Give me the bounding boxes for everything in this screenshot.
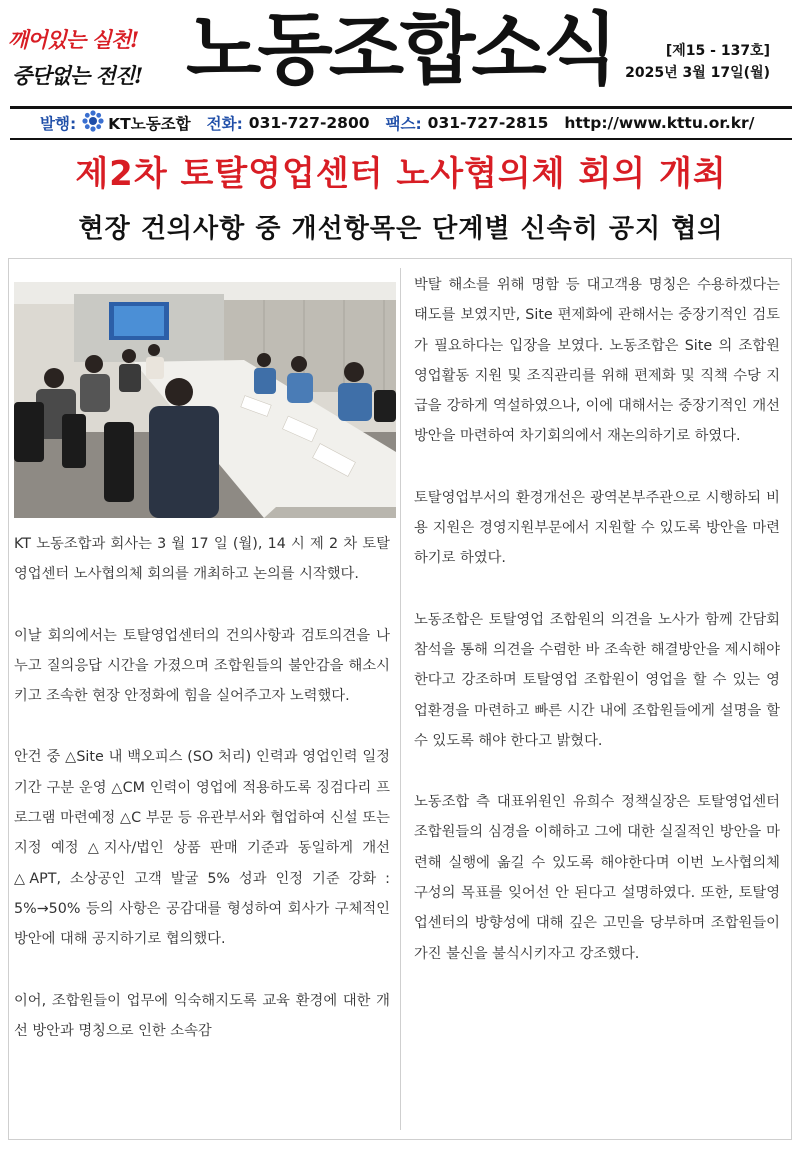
issue-info (625, 40, 770, 84)
masthead-divider (10, 106, 792, 109)
slogan-line-1 (8, 24, 138, 54)
fax-number: 031-727-2815 (427, 114, 549, 132)
masthead (0, 0, 800, 108)
phone-number: 031-727-2800 (248, 114, 370, 132)
article-paragraph: 이어, 조합원들이 업무에 익숙해지도록 교육 환경에 대한 개선 방안과 명칭으로 인한 소속감 (14, 992, 390, 1039)
phone-label: 전화: (206, 115, 243, 133)
website-link[interactable]: http://www.kttu.or.kr/ (564, 114, 755, 132)
article-paragraph: 이날 회의에서는 토탈영업센터의 건의사항과 검토의견을 나누고 질의응답 시간을 가졌으며 조합원들의 불안감을 해소시키고 조속한 현장 안정화에 힘을 실어주고자 노력했다. (14, 627, 390, 705)
slogan-line-1-b: 실천! (91, 27, 139, 52)
publisher-name: KT노동조합 (108, 115, 191, 133)
article-paragraph: 안건 중 △Site 내 백오피스 (SO 처리) 인력과 영업인력 일정기간 구분 운영 △CM 인력이 영업에 적용하도록 징검다리 프로그램 마련예정 △C 부문 등 유관부서와 협업하여 신설 또는 지정 예정 △지사/법인 상품 판매 기준과 동일하게 개선 △APT, 소상공인 고객 발굴 5% 성과 인정 기준 강화 : 5%→50% 등의 사항은 공감대를 형성하여 회사가 구체적인 방안에 대해 공지하기로 협의했다. (14, 749, 390, 948)
union-logo-icon (82, 110, 104, 137)
article-paragraph: 토탈영업부서의 환경개선은 광역본부주관으로 시행하되 비용 지원은 경영지원부문에서 지원할 수 있도록 방안을 마련하기로 하였다. (414, 489, 780, 567)
column-divider (400, 268, 401, 1130)
slogan-line-1-a: 깨어있는 (8, 27, 86, 52)
slogan-line-2-a: 중단없는 (12, 63, 90, 88)
article-column-left (14, 529, 390, 1077)
issue-date: 2025년 3월 17일(월) (625, 65, 770, 81)
article-paragraph: 박탈 해소를 위해 명함 등 대고객용 명칭은 수용하겠다는 태도를 보였지만, Site 편제화에 관해서는 중장기적인 검토가 필요하다는 입장을 보였다. 노동조합은 Site 의 조합원 영업활동 지원 및 조직관리를 위해 편제화 및 직책 수당 지급을 강하게 역설하였으나, 이에 대해서는 중장기적인 개선 방안을 마련하여 차기회의에서 재논의하기로 하였다. (414, 277, 780, 445)
article-paragraph: 노동조합은 토탈영업 조합원의 의견을 노사가 함께 간담회 참석을 통해 의견을 수렴한 바 조속한 해결방안을 제시해야한다고 강조하며 토탈영업 조합원이 영업을 할 수 있는 영업환경을 마련하고 빠른 시간 내에 조합원들에게 설명을 할 수 있도록 해야 한다고 밝혔다. (414, 611, 780, 749)
infobar-divider (10, 138, 792, 140)
slogan-line-2-b: 전진! (95, 63, 143, 88)
slogan-line-2 (12, 60, 142, 90)
article-column-right (414, 270, 780, 1000)
subheadline: 현장 건의사항 중 개선항목은 단계별 신속히 공지 협의 (78, 214, 724, 244)
newsletter-title: 노동조합소식 (186, 5, 615, 95)
article-paragraph: 노동조합 측 대표위원인 유희수 정책실장은 토탈영업센터 조합원들의 심경을 이해하고 그에 대한 실질적인 방안을 마련해 실행에 옮길 수 있도록 해야한다며 이번 노사협의체 구성의 목표를 잊어선 안 된다고 설명하였다. 또한, 토탈영업센터의 방향성에 대해 깊은 고민을 당부하며 조합원들이 가진 불신을 불식시키자고 강조했다. (414, 794, 780, 962)
issue-number: [제15 - 137호] (665, 43, 770, 59)
headline: 제2차 토탈영업센터 노사협의체 회의 개최 (75, 154, 727, 194)
publisher-label: 발행: (40, 115, 77, 133)
article-paragraph: KT 노동조합과 회사는 3 월 17 일 (월), 14 시 제 2 차 토탈영업센터 노사협의체 회의를 개최하고 논의를 시작했다. (14, 536, 390, 583)
fax-label: 팩스: (385, 115, 422, 133)
publisher-info-bar (10, 110, 792, 136)
meeting-photo (14, 282, 396, 518)
